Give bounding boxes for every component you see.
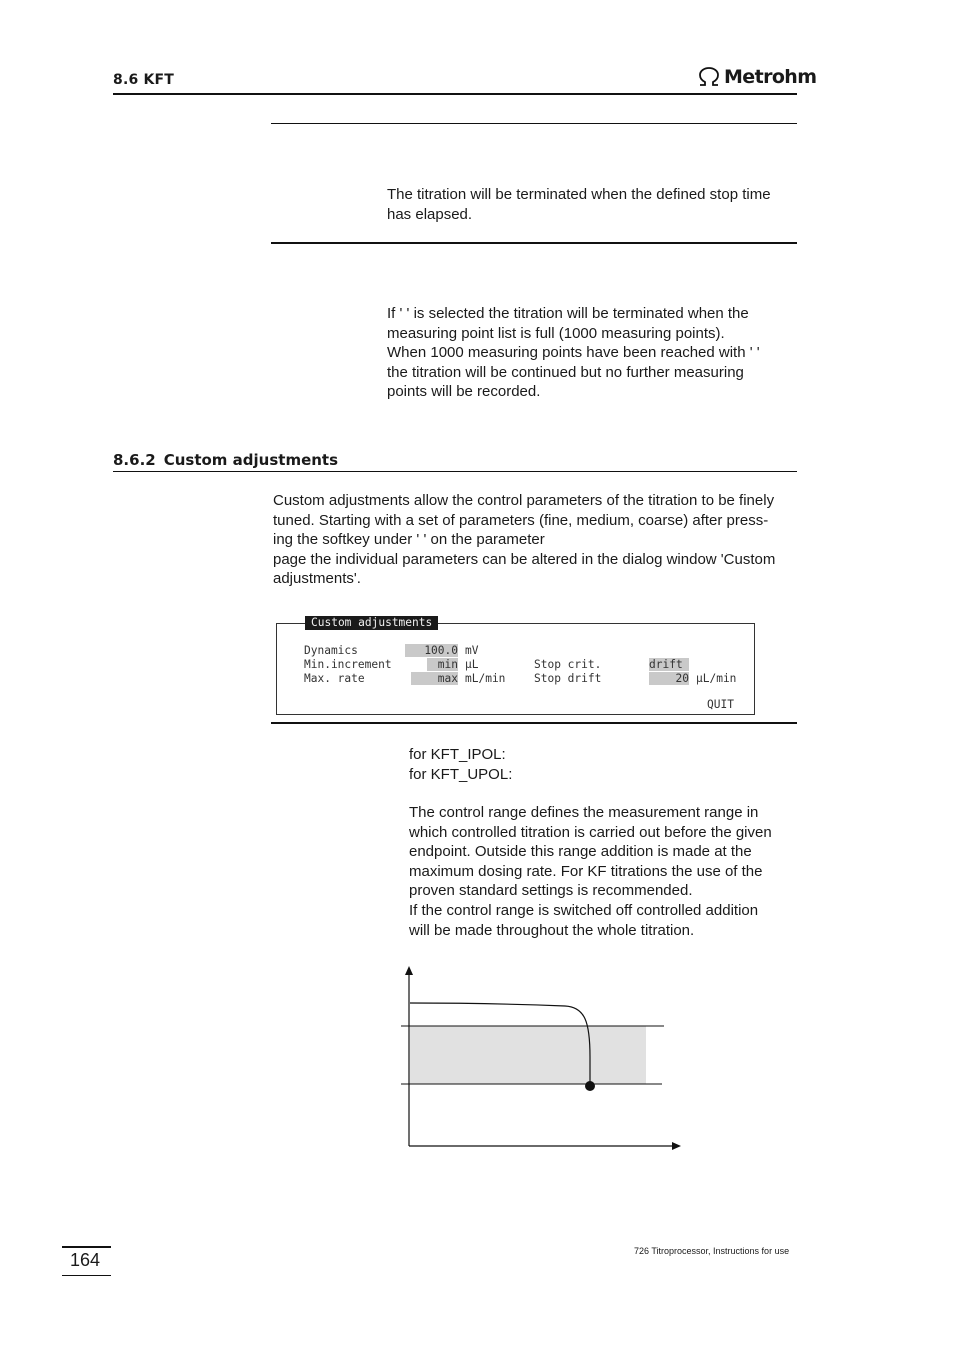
text-line: adjustments'. <box>273 570 361 588</box>
running-header-section: 8.6 KFT <box>113 72 175 88</box>
text-line: If the control range is switched off controlled addition <box>409 901 759 919</box>
text-line: tuned. Starting with a set of parameters (fine, medium, coarse) after press- <box>273 511 769 529</box>
stop-crit-label: Stop crit. <box>534 658 602 671</box>
stop-drift-field[interactable]: 20 <box>649 672 689 685</box>
text-line: which controlled titration is carried out before the given <box>409 823 772 841</box>
dynamics-field[interactable]: 100.0 <box>405 644 458 657</box>
section-title: Custom adjustments <box>163 451 339 469</box>
control-range-band <box>410 1026 646 1084</box>
text-line: page the individual parameters can be altered in the dialog window 'Custom <box>273 550 776 568</box>
max-rate-unit: mL/min <box>465 672 506 685</box>
max-rate-label: Max. rate <box>304 672 365 685</box>
footer-rule-bottom <box>62 1275 111 1276</box>
text-line: measuring point list is full (1000 measuring points). <box>387 324 725 342</box>
custom-adjustments-dialog <box>275 615 756 715</box>
divider-3 <box>271 722 797 724</box>
brand-name: Metrohm <box>724 66 817 88</box>
stop-crit-field[interactable]: drift <box>649 658 689 671</box>
footer-rule <box>62 1246 111 1248</box>
text-line: The titration will be terminated when the defined stop time <box>387 186 771 203</box>
text-line: has elapsed. <box>387 205 473 223</box>
stop-drift-unit: µL/min <box>696 672 737 685</box>
text-line: points will be recorded. <box>387 383 541 401</box>
page-number: 164 <box>70 1250 101 1270</box>
kft-ipol-label: for KFT_IPOL: <box>409 746 506 763</box>
control-range-diagram <box>395 962 690 1157</box>
section-rule <box>113 471 797 472</box>
text-line: Custom adjustments allow the control parameters of the titration to be finely <box>273 492 775 509</box>
text-line: If ' ' is selected the titration will be terminated when the <box>387 305 749 322</box>
header-rule <box>113 93 797 95</box>
brand-logo <box>697 66 816 88</box>
x-axis-arrow <box>672 1142 681 1150</box>
text-line: The control range defines the measurement range in <box>409 804 759 821</box>
dynamics-label: Dynamics <box>304 644 358 657</box>
kft-upol-label: for KFT_UPOL: <box>409 765 513 783</box>
text-line: endpoint. Outside this range addition is made at the <box>409 843 752 861</box>
stop-time-description <box>387 185 771 224</box>
endpoint-marker <box>585 1081 595 1091</box>
text-line: When 1000 measuring points have been reached with ' ' <box>387 344 760 362</box>
stop-drift-label: Stop drift <box>534 672 602 685</box>
text-line: maximum dosing rate. For KF titrations the use of the <box>409 862 763 880</box>
divider-1 <box>271 123 797 124</box>
document-title: 726 Titroprocessor, Instructions for use <box>634 1246 790 1256</box>
dialog-title: Custom adjustments <box>305 616 438 630</box>
divider-2 <box>271 242 797 244</box>
section-heading <box>113 451 338 469</box>
measuring-points-description <box>387 304 760 402</box>
control-range-description <box>409 803 772 940</box>
omega-icon <box>697 67 721 87</box>
section-number: 8.6.2 <box>113 451 156 469</box>
text-line: will be made throughout the whole titration. <box>409 921 695 939</box>
min-increment-label: Min.increment <box>304 658 392 671</box>
custom-adjustments-intro <box>273 491 775 589</box>
min-increment-field[interactable]: min <box>427 658 458 671</box>
text-line: the titration will be continued but no further measuring <box>387 363 744 381</box>
text-line: ing the softkey under ' ' on the parameter <box>273 531 545 549</box>
dynamics-unit: mV <box>465 644 479 657</box>
y-axis-arrow <box>405 966 413 975</box>
quit-button[interactable]: QUIT <box>703 698 738 711</box>
max-rate-field[interactable]: max <box>411 672 458 685</box>
min-increment-unit: µL <box>465 658 479 671</box>
text-line: proven standard settings is recommended. <box>409 882 693 900</box>
control-range-values <box>409 745 512 784</box>
